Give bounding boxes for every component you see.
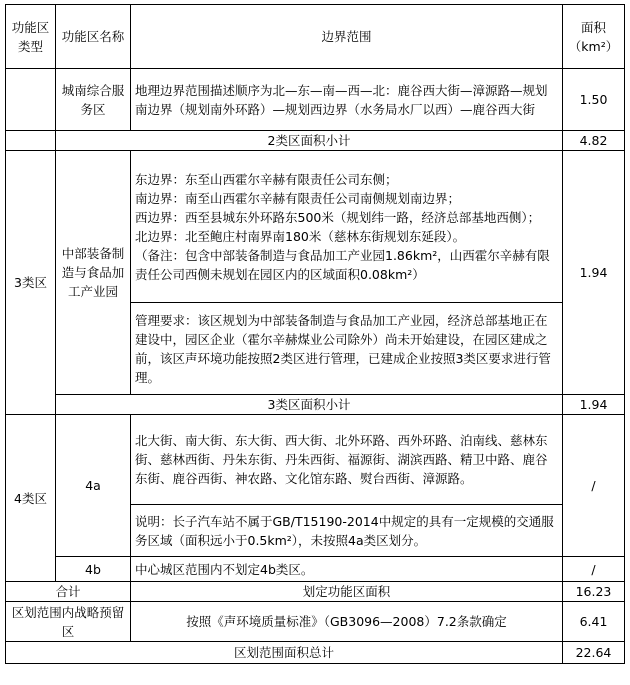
class3-area: 1.94 bbox=[563, 151, 625, 395]
class4-4a-area: / bbox=[563, 415, 625, 557]
header-type: 功能区类型 bbox=[6, 5, 56, 69]
class2-subtotal-row bbox=[6, 131, 625, 151]
class2-name: 城南综合服务区 bbox=[56, 69, 131, 131]
header-area-label: 面积 bbox=[580, 19, 606, 35]
grand-total-row bbox=[6, 642, 625, 664]
class4-4a-label: 4a bbox=[56, 415, 131, 557]
class3-boundary bbox=[131, 151, 563, 303]
reserve-value: 6.41 bbox=[563, 602, 625, 642]
total-value: 16.23 bbox=[563, 582, 625, 602]
class3-boundary-west: 西边界：西至县城东外环路东500米（规划纬一路，经济总部基地西侧）； bbox=[135, 209, 541, 225]
header-name: 功能区名称 bbox=[56, 5, 131, 69]
class2-area: 1.50 bbox=[563, 69, 625, 131]
class2-row bbox=[6, 69, 625, 131]
class4-4b-row bbox=[6, 557, 625, 582]
class4-4a-roads-row bbox=[6, 415, 625, 505]
class3-name: 中部装备制造与食品加工产业园 bbox=[56, 151, 131, 395]
class2-type-cell bbox=[6, 69, 56, 131]
class4-type: 4类区 bbox=[6, 415, 56, 582]
class3-boundary-north: 北边界：北至鲍庄村南界南180米（慈林东街规划东延段）。 bbox=[135, 228, 466, 244]
header-row bbox=[6, 5, 625, 69]
reserve-row bbox=[6, 602, 625, 642]
reserve-label: 区划范围内战略预留区 bbox=[6, 602, 131, 642]
class3-subtotal-label: 3类区面积小计 bbox=[56, 395, 563, 415]
header-area-unit: （km²） bbox=[568, 38, 619, 54]
header-area bbox=[563, 5, 625, 69]
zone-table bbox=[5, 4, 625, 664]
class4-4a-note: 说明：长子汽车站不属于GB/T15190-2014中规定的具有一定规模的交通服务区域（面积远小于0.5km²），未按照4a类区划分。 bbox=[131, 505, 563, 557]
grand-total-label: 区划范围面积总计 bbox=[6, 642, 563, 664]
class4-4b-desc: 中心城区范围内不划定4b类区。 bbox=[131, 557, 563, 582]
class2-subtotal-type-cell bbox=[6, 131, 56, 151]
class3-subtotal-row bbox=[6, 395, 625, 415]
reserve-desc: 按照《声环境质量标准》（GB3096—2008）7.2条款确定 bbox=[131, 602, 563, 642]
header-boundary: 边界范围 bbox=[131, 5, 563, 69]
class3-boundary-row bbox=[6, 151, 625, 303]
grand-total-value: 22.64 bbox=[563, 642, 625, 664]
class4-4b-area: / bbox=[563, 557, 625, 582]
class2-subtotal-value: 4.82 bbox=[563, 131, 625, 151]
class4-4b-label: 4b bbox=[56, 557, 131, 582]
class4-4a-roads: 北大街、南大街、东大街、西大街、北外环路、西外环路、泊南线、慈林东街、慈林西街、丹朱东街、丹朱西街、福源街、湖滨西路、精卫中路、鹿谷东街、鹿谷西街、神农路、文化馆东路、熨台西街、漳源路。 bbox=[131, 415, 563, 505]
class3-management: 管理要求：该区规划为中部装备制造与食品加工产业园，经济总部基地正在建设中，园区企业（霍尔辛赫煤业公司除外）尚未开始建设，在园区建成之前，该区声环境功能按照2类区进行管理，已建成企业按照3类区要求进行管理。 bbox=[131, 303, 563, 395]
class3-type: 3类区 bbox=[6, 151, 56, 415]
total-label: 合计 bbox=[6, 582, 131, 602]
class2-boundary: 地理边界范围描述顺序为北—东—南—西—北：鹿谷西大街—漳源路—规划南边界（规划南外环路）—规划西边界（水务局水厂以西）—鹿谷西大街 bbox=[131, 69, 563, 131]
class3-boundary-note: （备注：包含中部装备制造与食品加工产业园1.86km²，山西霍尔辛赫有限责任公司西侧未规划在园区内的区域面积0.08km²） bbox=[135, 247, 550, 282]
total-row bbox=[6, 582, 625, 602]
total-desc: 划定功能区面积 bbox=[131, 582, 563, 602]
class2-subtotal-label: 2类区面积小计 bbox=[56, 131, 563, 151]
class3-boundary-east: 东边界：东至山西霍尔辛赫有限责任公司东侧； bbox=[135, 171, 398, 187]
class3-boundary-south: 南边界：南至山西霍尔辛赫有限责任公司南侧规划南边界； bbox=[135, 190, 461, 206]
class3-subtotal-value: 1.94 bbox=[563, 395, 625, 415]
